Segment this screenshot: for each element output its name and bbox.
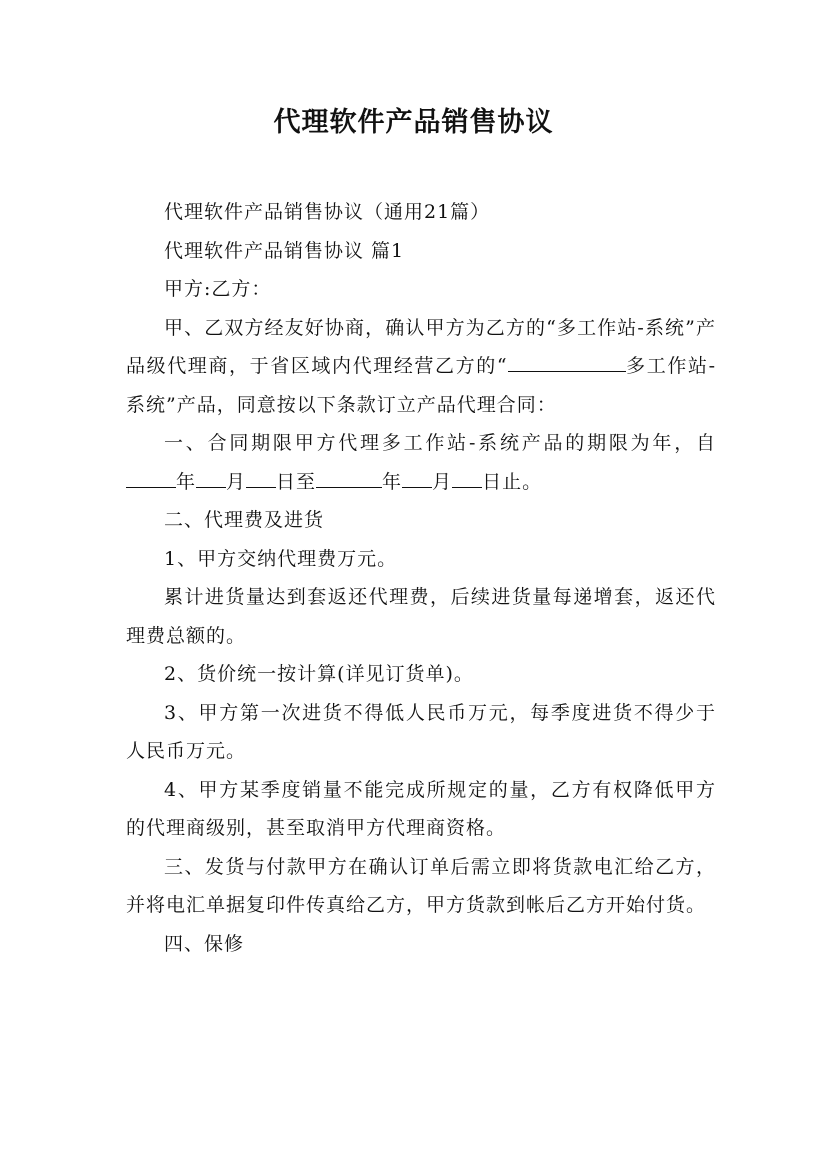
fill-blank <box>316 468 382 487</box>
paragraph-refund: 累计进货量达到套返还代理费，后续进货量每递增套，返还代理费总额的。 <box>126 586 716 647</box>
paragraph-contract-term <box>126 424 716 501</box>
paragraph-parties: 甲方:乙方： <box>164 278 272 300</box>
fill-blank <box>452 468 482 487</box>
fill-blank <box>508 353 626 372</box>
document-title: 代理软件产品销售协议 <box>273 107 554 138</box>
term-day-1: 日至 <box>276 470 317 493</box>
term-year-1: 年 <box>176 470 197 493</box>
fill-blank <box>246 468 276 487</box>
intro-text-a: 甲、乙双方经友好协商，确认甲方为乙方的“多工作站-系统”产品级代理商，于省区域内代理经营乙方的“ <box>126 316 716 377</box>
paragraph-clause-4: 4、甲方某季度销量不能完成所规定的量，乙方有权降低甲方的代理商级别，甚至取消甲方代理商资格。 <box>126 778 716 839</box>
paragraph-shipping-payment: 三、发货与付款甲方在确认订单后需立即将货款电汇给乙方，并将电汇单据复印件传真给乙方，甲方货款到帐后乙方开始付货。 <box>126 855 716 916</box>
paragraph-clause-3: 3、甲方第一次进货不得低人民币万元，每季度进货不得少于人民币万元。 <box>126 701 716 762</box>
term-month-1: 月 <box>226 470 247 493</box>
document-body <box>126 193 716 963</box>
fill-blank <box>196 468 226 487</box>
paragraph-subtitle: 代理软件产品销售协议（通用21篇） <box>164 201 491 223</box>
paragraph-clause-1: 1、甲方交纳代理费万元。 <box>164 547 398 570</box>
fill-blank <box>126 468 176 487</box>
fill-blank <box>402 468 432 487</box>
term-text: 一、合同期限甲方代理多工作站-系统产品的期限为年，自 <box>164 432 716 454</box>
intro-text-b: 多工作站-系统”产品，同意按以下条款订立产品代理合同： <box>126 355 716 416</box>
paragraph-warranty-heading: 四、保修 <box>164 932 245 955</box>
paragraph-clause-2: 2、货价统一按计算(详见订货单)。 <box>164 663 474 685</box>
term-year-2: 年 <box>382 470 403 493</box>
paragraph-section-heading: 代理软件产品销售协议 篇1 <box>164 239 405 262</box>
paragraph-fees-heading: 二、代理费及进货 <box>164 509 325 531</box>
term-month-2: 月 <box>432 470 453 493</box>
term-day-2: 日止。 <box>482 470 543 493</box>
paragraph-agreement-intro <box>126 309 716 425</box>
